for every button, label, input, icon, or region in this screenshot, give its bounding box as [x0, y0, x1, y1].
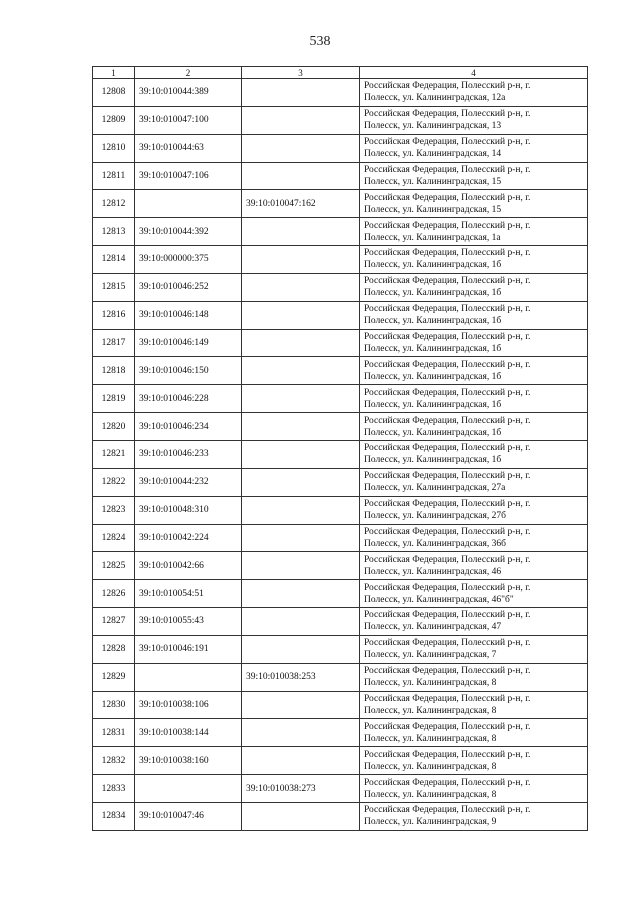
- table-row: [93, 246, 588, 274]
- parent-cadastral-number-cell: [242, 273, 360, 301]
- cadastral-number-cell: 39:10:010044:389: [135, 79, 242, 107]
- cadastral-number-cell: 39:10:010044:63: [135, 134, 242, 162]
- cadastral-number-cell: 39:10:010047:46: [135, 802, 242, 830]
- column-header-4: 4: [360, 67, 588, 79]
- row-number-cell: 12821: [93, 440, 135, 468]
- parent-cadastral-number-cell: [242, 747, 360, 775]
- address-line-1: Российская Федерация, Полесский р-н, г.: [364, 359, 531, 370]
- row-number-cell: 12809: [93, 106, 135, 134]
- row-number-cell: 12827: [93, 608, 135, 636]
- address-cell: [360, 608, 588, 636]
- table-header: [93, 67, 588, 79]
- parent-cadastral-number-cell: [242, 301, 360, 329]
- cadastral-number-cell: 39:10:010042:224: [135, 524, 242, 552]
- column-header-3: 3: [242, 67, 360, 79]
- address-cell: [360, 413, 588, 441]
- address-cell: [360, 440, 588, 468]
- parent-cadastral-number-cell: [242, 496, 360, 524]
- parent-cadastral-number-cell: [242, 357, 360, 385]
- address-line-1: Российская Федерация, Полесский р-н, г.: [364, 276, 531, 287]
- address-line-2: Полесск, ул. Калининградская, 9: [364, 817, 497, 828]
- address-cell: [360, 468, 588, 496]
- address-line-1: Российская Федерация, Полесский р-н, г.: [364, 805, 531, 816]
- address-line-2: Полесск, ул. Калининградская, 7: [364, 650, 497, 661]
- address-line-2: Полесск, ул. Калининградская, 8: [364, 678, 497, 689]
- address-line-1: Российская Федерация, Полесский р-н, г.: [364, 332, 531, 343]
- row-number-cell: 12812: [93, 190, 135, 218]
- address-line-1: Российская Федерация, Полесский р-н, г.: [364, 137, 531, 148]
- cadastral-number-cell: 39:10:010054:51: [135, 580, 242, 608]
- cadastral-number-cell: 39:10:010044:392: [135, 218, 242, 246]
- parent-cadastral-number-cell: [242, 608, 360, 636]
- table-row: [93, 496, 588, 524]
- parent-cadastral-number-cell: [242, 134, 360, 162]
- cadastral-number-cell: 39:10:010042:66: [135, 552, 242, 580]
- row-number-cell: 12825: [93, 552, 135, 580]
- cadastral-number-cell: 39:10:010046:252: [135, 273, 242, 301]
- cadastral-number-cell: 39:10:010047:106: [135, 162, 242, 190]
- address-cell: [360, 580, 588, 608]
- table-row: [93, 329, 588, 357]
- cadastral-number-cell: [135, 663, 242, 691]
- page-number: 538: [309, 34, 331, 49]
- address-cell: [360, 802, 588, 830]
- parent-cadastral-number-cell: [242, 329, 360, 357]
- address-line-2: Полесск, ул. Калининградская, 14: [364, 149, 502, 160]
- cadastral-number-cell: 39:10:010047:100: [135, 106, 242, 134]
- table-row: [93, 802, 588, 830]
- table-row: [93, 719, 588, 747]
- table-row: [93, 106, 588, 134]
- parent-cadastral-number-cell: [242, 580, 360, 608]
- row-number-cell: 12810: [93, 134, 135, 162]
- table-row: [93, 190, 588, 218]
- address-cell: [360, 329, 588, 357]
- parent-cadastral-number-cell: [242, 552, 360, 580]
- address-line-2: Полесск, ул. Калининградская, 46: [364, 566, 502, 577]
- address-line-2: Полесск, ул. Калининградская, 8: [364, 761, 497, 772]
- address-line-2: Полесск, ул. Калининградская, 47: [364, 622, 502, 633]
- table-row: [93, 524, 588, 552]
- parent-cadastral-number-cell: 39:10:010038:253: [242, 663, 360, 691]
- row-number-cell: 12818: [93, 357, 135, 385]
- address-line-1: Российская Федерация, Полесский р-н, г.: [364, 693, 531, 704]
- address-cell: [360, 385, 588, 413]
- address-line-2: Полесск, ул. Калининградская, 1б: [364, 260, 502, 271]
- address-line-1: Российская Федерация, Полесский р-н, г.: [364, 109, 531, 120]
- parent-cadastral-number-cell: [242, 246, 360, 274]
- cadastral-number-cell: 39:10:010046:150: [135, 357, 242, 385]
- table-row: [93, 79, 588, 107]
- cadastral-number-cell: [135, 775, 242, 803]
- address-line-1: Российская Федерация, Полесский р-н, г.: [364, 582, 531, 593]
- row-number-cell: 12816: [93, 301, 135, 329]
- address-line-2: Полесск, ул. Калининградская, 27а: [364, 483, 506, 494]
- parent-cadastral-number-cell: [242, 79, 360, 107]
- address-line-2: Полесск, ул. Калининградская, 8: [364, 789, 497, 800]
- parent-cadastral-number-cell: [242, 385, 360, 413]
- address-line-2: Полесск, ул. Калининградская, 13: [364, 121, 502, 132]
- address-cell: [360, 635, 588, 663]
- table-row: [93, 635, 588, 663]
- row-number-cell: 12834: [93, 802, 135, 830]
- row-number-cell: 12833: [93, 775, 135, 803]
- cadastral-number-cell: 39:10:010038:144: [135, 719, 242, 747]
- address-line-2: Полесск, ул. Калининградская, 8: [364, 733, 497, 744]
- table-row: [93, 273, 588, 301]
- address-line-1: Российская Федерация, Полесский р-н, г.: [364, 666, 531, 677]
- address-line-1: Российская Федерация, Полесский р-н, г.: [364, 387, 531, 398]
- address-line-1: Российская Федерация, Полесский р-н, г.: [364, 415, 531, 426]
- cadastral-number-cell: 39:10:010046:233: [135, 440, 242, 468]
- cadastral-number-cell: 39:10:010038:106: [135, 691, 242, 719]
- address-line-2: Полесск, ул. Калининградская, 27б: [364, 511, 506, 522]
- cadastral-number-cell: 39:10:010046:148: [135, 301, 242, 329]
- address-line-2: Полесск, ул. Калининградская, 1а: [364, 232, 501, 243]
- row-number-cell: 12829: [93, 663, 135, 691]
- row-number-cell: 12814: [93, 246, 135, 274]
- cadastral-number-cell: 39:10:000000:375: [135, 246, 242, 274]
- address-cell: [360, 357, 588, 385]
- parent-cadastral-number-cell: [242, 218, 360, 246]
- row-number-cell: 12823: [93, 496, 135, 524]
- address-cell: [360, 162, 588, 190]
- address-line-1: Российская Федерация, Полесский р-н, г.: [364, 192, 531, 203]
- row-number-cell: 12815: [93, 273, 135, 301]
- table-row: [93, 747, 588, 775]
- address-line-1: Российская Федерация, Полесский р-н, г.: [364, 554, 531, 565]
- table-row: [93, 413, 588, 441]
- address-line-2: Полесск, ул. Калининградская, 1б: [364, 344, 502, 355]
- table-body: [93, 79, 588, 831]
- address-cell: [360, 218, 588, 246]
- parent-cadastral-number-cell: [242, 635, 360, 663]
- address-line-1: Российская Федерация, Полесский р-н, г.: [364, 610, 531, 621]
- address-line-2: Полесск, ул. Калининградская, 1б: [364, 399, 502, 410]
- address-cell: [360, 775, 588, 803]
- row-number-cell: 12822: [93, 468, 135, 496]
- address-line-1: Российская Федерация, Полесский р-н, г.: [364, 526, 531, 537]
- table-row: [93, 440, 588, 468]
- column-header-1: 1: [93, 67, 135, 79]
- cadastral-number-cell: 39:10:010048:310: [135, 496, 242, 524]
- row-number-cell: 12826: [93, 580, 135, 608]
- parent-cadastral-number-cell: [242, 719, 360, 747]
- address-line-1: Российская Федерация, Полесский р-н, г.: [364, 471, 531, 482]
- cadastral-number-cell: 39:10:010046:228: [135, 385, 242, 413]
- parent-cadastral-number-cell: [242, 802, 360, 830]
- address-line-2: Полесск, ул. Калининградская, 1б: [364, 371, 502, 382]
- column-header-2: 2: [135, 67, 242, 79]
- row-number-cell: 12820: [93, 413, 135, 441]
- cadastral-number-cell: 39:10:010055:43: [135, 608, 242, 636]
- address-cell: [360, 496, 588, 524]
- address-line-1: Российская Федерация, Полесский р-н, г.: [364, 164, 531, 175]
- table-row: [93, 580, 588, 608]
- address-line-2: Полесск, ул. Калининградская, 1б: [364, 427, 502, 438]
- address-line-2: Полесск, ул. Калининградская, 1б: [364, 288, 502, 299]
- table-row: [93, 608, 588, 636]
- address-line-1: Российская Федерация, Полесский р-н, г.: [364, 81, 531, 92]
- parent-cadastral-number-cell: [242, 468, 360, 496]
- cadastral-number-cell: 39:10:010046:234: [135, 413, 242, 441]
- row-number-cell: 12808: [93, 79, 135, 107]
- address-line-1: Российская Федерация, Полесский р-н, г.: [364, 248, 531, 259]
- parent-cadastral-number-cell: [242, 691, 360, 719]
- address-line-2: Полесск, ул. Калининградская, 15: [364, 176, 502, 187]
- parent-cadastral-number-cell: 39:10:010047:162: [242, 190, 360, 218]
- parent-cadastral-number-cell: [242, 106, 360, 134]
- table-row: [93, 301, 588, 329]
- address-line-1: Российская Федерация, Полесский р-н, г.: [364, 220, 531, 231]
- table-row: [93, 468, 588, 496]
- table-row: [93, 691, 588, 719]
- table-row: [93, 385, 588, 413]
- parent-cadastral-number-cell: [242, 413, 360, 441]
- table-row: [93, 357, 588, 385]
- address-cell: [360, 301, 588, 329]
- row-number-cell: 12828: [93, 635, 135, 663]
- address-cell: [360, 663, 588, 691]
- address-line-1: Российская Федерация, Полесский р-н, г.: [364, 443, 531, 454]
- address-cell: [360, 747, 588, 775]
- address-line-2: Полесск, ул. Калининградская, 46"б": [364, 594, 514, 605]
- row-number-cell: 12831: [93, 719, 135, 747]
- address-cell: [360, 79, 588, 107]
- address-line-1: Российская Федерация, Полесский р-н, г.: [364, 777, 531, 788]
- address-cell: [360, 524, 588, 552]
- row-number-cell: 12824: [93, 524, 135, 552]
- address-cell: [360, 134, 588, 162]
- address-line-1: Российская Федерация, Полесский р-н, г.: [364, 721, 531, 732]
- cadastral-number-cell: 39:10:010044:232: [135, 468, 242, 496]
- cadastral-number-cell: 39:10:010046:191: [135, 635, 242, 663]
- address-cell: [360, 106, 588, 134]
- parent-cadastral-number-cell: [242, 162, 360, 190]
- row-number-cell: 12817: [93, 329, 135, 357]
- address-cell: [360, 190, 588, 218]
- address-line-1: Российская Федерация, Полесский р-н, г.: [364, 304, 531, 315]
- address-line-2: Полесск, ул. Калининградская, 15: [364, 204, 502, 215]
- address-cell: [360, 273, 588, 301]
- parent-cadastral-number-cell: 39:10:010038:273: [242, 775, 360, 803]
- address-line-2: Полесск, ул. Калининградская, 1б: [364, 455, 502, 466]
- address-cell: [360, 552, 588, 580]
- address-cell: [360, 246, 588, 274]
- row-number-cell: 12811: [93, 162, 135, 190]
- table-row: [93, 775, 588, 803]
- parent-cadastral-number-cell: [242, 524, 360, 552]
- cadastral-number-cell: [135, 190, 242, 218]
- address-line-2: Полесск, ул. Калининградская, 1б: [364, 316, 502, 327]
- row-number-cell: 12832: [93, 747, 135, 775]
- table-row: [93, 162, 588, 190]
- address-line-1: Российская Федерация, Полесский р-н, г.: [364, 638, 531, 649]
- row-number-cell: 12830: [93, 691, 135, 719]
- address-line-2: Полесск, ул. Калининградская, 8: [364, 705, 497, 716]
- address-line-2: Полесск, ул. Калининградская, 36б: [364, 538, 506, 549]
- row-number-cell: 12813: [93, 218, 135, 246]
- table-row: [93, 663, 588, 691]
- address-cell: [360, 691, 588, 719]
- row-number-cell: 12819: [93, 385, 135, 413]
- table-row: [93, 218, 588, 246]
- table-row: [93, 134, 588, 162]
- cadastral-number-cell: 39:10:010046:149: [135, 329, 242, 357]
- registry-table: [92, 66, 588, 831]
- address-line-2: Полесск, ул. Калининградская, 12а: [364, 93, 506, 104]
- cadastral-number-cell: 39:10:010038:160: [135, 747, 242, 775]
- address-line-1: Российская Федерация, Полесский р-н, г.: [364, 749, 531, 760]
- table-row: [93, 552, 588, 580]
- address-cell: [360, 719, 588, 747]
- address-line-1: Российская Федерация, Полесский р-н, г.: [364, 499, 531, 510]
- parent-cadastral-number-cell: [242, 440, 360, 468]
